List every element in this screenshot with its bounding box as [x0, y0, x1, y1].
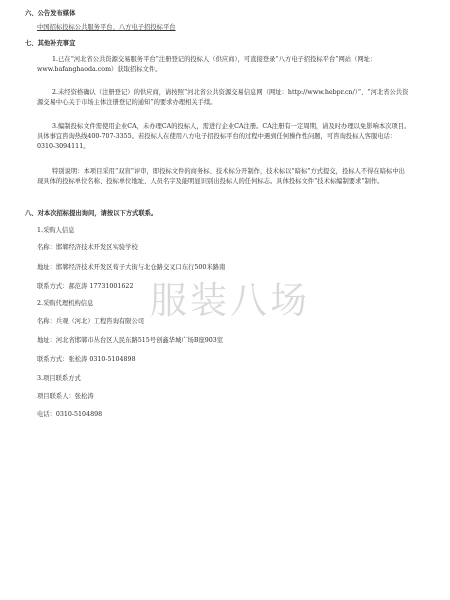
project-contact-subheading: 3.项目联系方式	[37, 375, 81, 382]
agency-address: 地址：河北省邯郸市丛台区人民东路515号创鑫华城广场B座903室	[37, 337, 224, 344]
agency-name: 名称：兵观（河北）工程咨询有限公司	[37, 318, 145, 325]
section-6-heading: 六、公告发布媒体	[25, 10, 76, 17]
purchaser-address: 地址：邯郸经济技术开发区荀子大街与北仓路交叉口东行500米路南	[37, 264, 226, 271]
agency-subheading: 2.采购代理机构信息	[37, 300, 94, 307]
purchaser-subheading: 1.采购人信息	[37, 227, 75, 234]
media-link[interactable]: 中国招标投标公共服务平台、八方电子招投标平台	[37, 24, 176, 31]
project-contact-phone: 电话：0310-5104898	[37, 411, 103, 418]
project-contact-person: 项目联系人：张松涛	[37, 393, 94, 400]
section-8-heading: 八、对本次招标提出询问，请按以下方式联系。	[25, 210, 158, 217]
watermark: 服装八场	[150, 279, 310, 322]
purchaser-contact: 联系方式：郝范涛 17731001622	[37, 283, 134, 290]
purchaser-name: 名称：邯郸经济技术开发区实验学校	[37, 244, 138, 251]
paragraph-3: 3.编制投标文件需使用企业CA，未办理CA的投标人，需进行企业CA注册。CA注册有一定周期，请及时办理以免影响本次项目。具体事宜咨询热线400-707-3355。若投标人在使用八方电子招投标平台的过程中遇到任何操作性问题，可咨询投标人客服电话：0310-3094111。	[37, 123, 411, 150]
section-7-heading: 七、其他补充事宜	[25, 40, 76, 47]
agency-contact: 联系方式：张松涛 0310-5104898	[37, 356, 136, 363]
paragraph-2: 2.未经资格确认（注册登记）的供应商，请按照“河北省公共资源交易信息网（网址：http://www.hebpr.cn/）”、“河北省公共资源交易中心关于市场主体注册登记的通知”的要求办理相关手续。	[37, 89, 409, 106]
paragraph-4: 特别说明：本项目采用“双盲”评审，即投标文件的商务标、技术标分开制作，技术标以“暗标”方式提交，投标人不得在暗标中出现具体的投标单位名称、投标单位地址、人员名字及能明显识别出投标人的任何标志。具体投标文件“技术标编制要求”制作。	[37, 168, 405, 185]
paragraph-1: 1.已在“河北省公共资源交易服务平台”注册登记的投标人（供应商），可直接登录“八方电子招投标平台”网站（网址：www.bafanghaoda.com）获取招标文件。	[37, 56, 377, 73]
